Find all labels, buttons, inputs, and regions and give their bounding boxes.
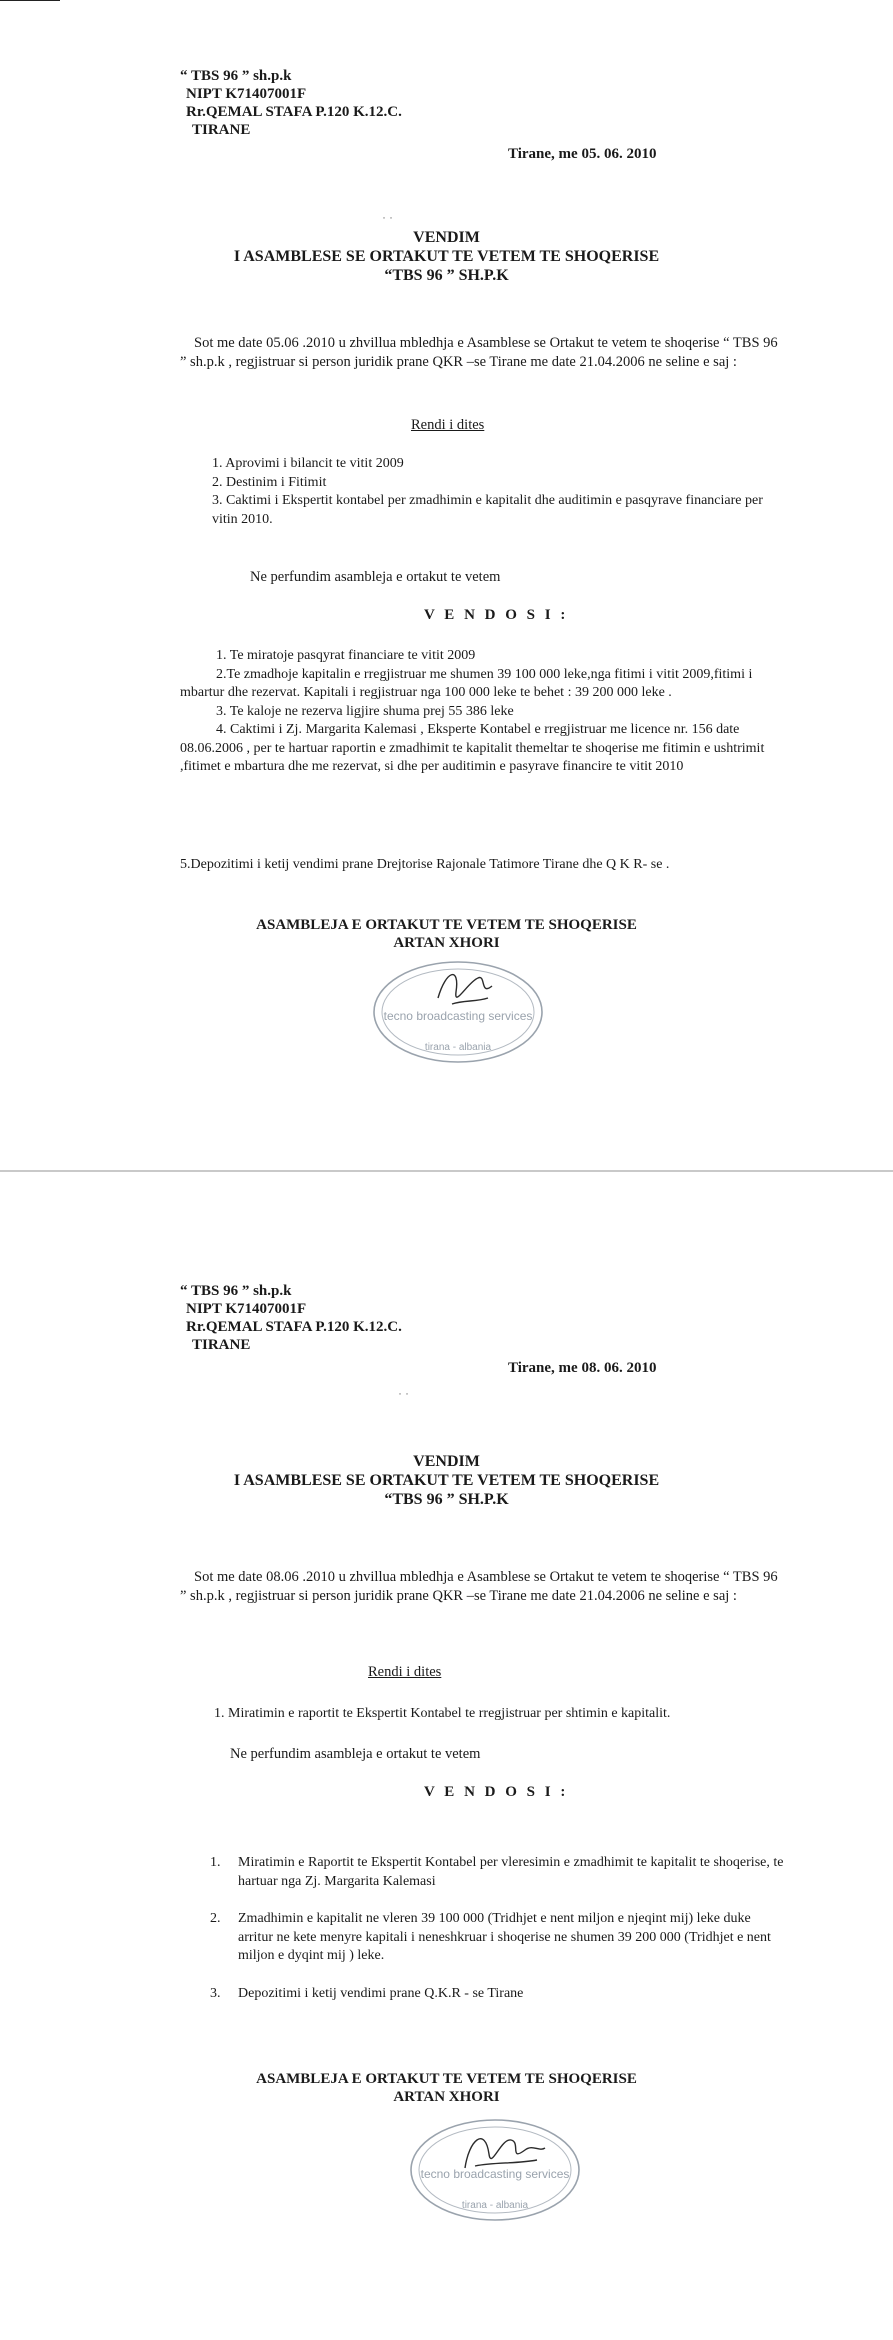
agenda-item: 1. Aprovimi i bilancit te vitit 2009	[212, 456, 404, 471]
agenda-list	[190, 455, 790, 529]
vendosi-heading: V E N D O S I :	[424, 1784, 569, 1800]
decision-text: Depozitimi i ketij vendimi prane Q.K.R - se Tirane	[238, 1985, 524, 2001]
decision-item	[210, 1910, 785, 1966]
scan-mark: ˙ ˙	[398, 1390, 409, 1404]
date-line: Tirane, me 05. 06. 2010	[508, 146, 657, 162]
nipt: NIPT K71407001F	[186, 1301, 307, 1317]
address: Rr.QEMAL STAFA P.120 K.12.C.	[186, 1319, 402, 1335]
vendosi-heading: V E N D O S I :	[424, 607, 569, 623]
date-line: Tirane, me 08. 06. 2010	[508, 1360, 657, 1376]
decision-item: 2.Te zmadhoje kapitalin e rregjistruar me shumen 39 100 000 leke,nga fitimi i vitit 2009,fitimi i mbartur dhe rezervat. Kapitali i regjistruar nga 100 000 leke te behet : 39 200 000 leke .	[180, 666, 753, 700]
agenda-heading: Rendi i dites	[411, 417, 485, 433]
conclusion: Ne perfundim asambleja e ortakut te vetem	[250, 569, 501, 585]
stamp-text-main: tecno broadcasting services	[383, 1009, 533, 1023]
address: Rr.QEMAL STAFA P.120 K.12.C.	[186, 104, 402, 120]
nipt: NIPT K71407001F	[186, 86, 307, 102]
city: TIRANE	[192, 1337, 251, 1353]
conclusion: Ne perfundim asambleja e ortakut te vetem	[230, 1746, 481, 1762]
signatory-name: ARTAN XHORI	[393, 935, 500, 951]
decision-item: 3. Te kaloje ne rezerva ligjire shuma prej 55 386 leke	[216, 703, 514, 719]
intro-paragraph: Sot me date 08.06 .2010 u zhvillua mbledhja e Asamblese se Ortakut te vetem te shoqerise “ TBS 96 ” sh.p.k , regjistruar si person juridik prane QKR –se Tirane me date 21.04.2006 ne seline e saj :	[180, 1569, 778, 1604]
company-stamp	[405, 2110, 585, 2230]
decision-number: 3.	[210, 1985, 221, 2001]
title-vendim: VENDIM	[413, 1453, 480, 1470]
company-name: “ TBS 96 ” sh.p.k	[180, 68, 292, 84]
agenda-item: 1. Miratimin e raportit te Ekspertit Kontabel te rregjistruar per shtimin e kapitalit.	[214, 1706, 671, 1721]
decision-item: 1. Te miratoje pasqyrat financiare te vitit 2009	[216, 648, 476, 663]
decision-item: 4. Caktimi i Zj. Margarita Kalemasi , Eksperte Kontabel e rregjistruar me licence nr. 156 date 08.06.2006 , per te hartuar raportin e zmadhimit te kapitalit themeltar te shoqerise me fitimin e ushtrimit ,fitimet e mbartura dhe me rezervat, si dhe per auditimin e pasyrave financire te vitit 2010	[180, 722, 765, 774]
handwritten-signature	[438, 975, 492, 1004]
signature-title: ASAMBLEJA E ORTAKUT TE VETEM TE SHOQERISE	[256, 917, 637, 933]
decision-text: Zmadhimin e kapitalit ne vleren 39 100 000 (Tridhjet e nent miljon e njeqint mij) leke duke arritur ne kete menyre kapitali i neneshkruar i shoqerise ne shumen 39 200 000 (Tridhjet e nent miljon e dyqint mij ) leke.	[238, 1911, 771, 1963]
company-stamp	[368, 952, 548, 1072]
handwritten-signature	[465, 2139, 545, 2168]
title-line3: “TBS 96 ” SH.P.K	[384, 267, 509, 284]
company-name: “ TBS 96 ” sh.p.k	[180, 1283, 292, 1299]
stamp-text-city: tirana - albania	[424, 1042, 492, 1053]
decisions-list	[210, 1854, 785, 2003]
stamp-text-main: tecno broadcasting services	[420, 2167, 570, 2181]
decisions-list	[180, 647, 785, 777]
decision-item-5: 5.Depozitimi i ketij vendimi prane Drejtorise Rajonale Tatimore Tirane dhe Q K R- se .	[180, 857, 670, 872]
city: TIRANE	[192, 122, 251, 138]
intro-paragraph: Sot me date 05.06 .2010 u zhvillua mbledhja e Asamblese se Ortakut te vetem te shoqerise “ TBS 96 ” sh.p.k , regjistruar si person juridik prane QKR –se Tirane me date 21.04.2006 ne seline e saj :	[180, 335, 778, 370]
title-line2: I ASAMBLESE SE ORTAKUT TE VETEM TE SHOQERISE	[233, 1472, 660, 1489]
title-vendim: VENDIM	[413, 229, 480, 246]
agenda-heading: Rendi i dites	[368, 1664, 442, 1680]
stamp-text-city: tirana - albania	[461, 2200, 529, 2211]
document-page-2	[0, 1172, 893, 2340]
signature-title: ASAMBLEJA E ORTAKUT TE VETEM TE SHOQERISE	[256, 2071, 637, 2087]
title-line2: I ASAMBLESE SE ORTAKUT TE VETEM TE SHOQERISE	[233, 248, 660, 265]
signatory-name: ARTAN XHORI	[393, 2089, 500, 2105]
scan-mark: ˙ ˙	[382, 214, 393, 228]
decision-number: 2.	[210, 1911, 221, 1926]
agenda-item: 2. Destinim i Fitimit	[212, 474, 327, 490]
decision-item	[210, 1854, 785, 1891]
decision-item	[210, 1985, 785, 2004]
title-line3: “TBS 96 ” SH.P.K	[384, 1491, 509, 1508]
agenda-item: 3. Caktimi i Ekspertit kontabel per zmadhimin e kapitalit dhe auditimin e pasqyrave financiare per vitin 2010.	[212, 493, 763, 527]
decision-number: 1.	[210, 1855, 221, 1870]
decision-text: Miratimin e Raportit te Ekspertit Kontabel per vleresimin e zmadhimit te kapitalit te shoqerise, te hartuar nga Zj. Margarita Kalemasi	[238, 1855, 784, 1889]
